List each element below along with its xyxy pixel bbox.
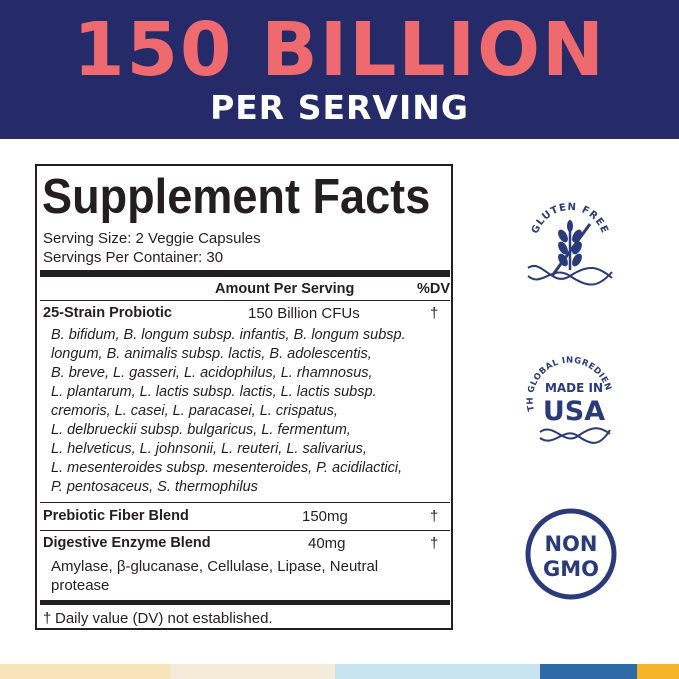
ingredient-amount: 40mg [308,535,346,552]
stripe [0,664,170,679]
stripe [170,664,335,679]
headline: 150 BILLION [73,7,606,93]
ingredient-dv: † [430,305,439,322]
strain-line: longum, B. animalis subsp. lactis, B. adolescentis, [51,346,372,362]
enzyme-line: protease [51,577,110,594]
strain-line: L. mesenteroides subsp. mesenteroides, P. acidilactici, [51,460,403,476]
made-in-usa-badge [522,350,618,446]
ingredient-name: 25-Strain Probiotic [43,305,172,321]
thick-divider [40,600,450,605]
strain-line: cremoris, L. casei, L. paracasei, L. crispatus, [51,403,338,419]
subheadline: PER SERVING [210,88,469,127]
ingredient-dv: † [430,508,439,525]
strain-line: P. pentosaceus, S. thermophilus [51,479,258,495]
non-text: NON [544,532,598,556]
wheat-crossed-icon [522,196,618,292]
header-banner [0,0,679,139]
usa-seal-icon [522,350,618,446]
supplement-facts-panel [35,164,453,630]
thick-divider [40,270,450,277]
ingredient-amount: 150mg [302,508,348,525]
divider [40,300,450,301]
stripe [637,664,679,679]
strain-line: B. breve, L. gasseri, L. acidophilus, L. rhamnosus, [51,365,373,381]
usa-text: USA [542,396,606,427]
enzyme-line: Amylase, β-glucanase, Cellulase, Lipase, Neutral [51,558,379,575]
usa-arc-text: TH GLOBAL INGREDIEN [525,355,614,413]
strain-line: L. helveticus, L. johnsonii, L. reuteri, L. salivarius, [51,441,367,457]
stripe [335,664,540,679]
servings-per-container: Servings Per Container: 30 [43,249,224,266]
bottom-color-stripes [0,664,679,679]
col-amount-header: Amount Per Serving [215,281,355,297]
footnote: Daily value (DV) not established. [55,610,273,627]
ingredient-name: Prebiotic Fiber Blend [43,508,189,524]
serving-size: Serving Size: 2 Veggie Capsules [43,230,261,247]
strain-line: L. plantarum, L. lactis subsp. lactis, L. lactis subsp. [51,384,377,400]
non-gmo-badge [525,508,617,600]
col-dv-header: %DV [417,281,451,297]
divider [40,530,450,531]
footnote-mark: † [43,610,52,627]
gmo-text: GMO [543,557,599,581]
divider [40,502,450,503]
strain-line: B. bifidum, B. longum subsp. infantis, B. longum subsp. [51,327,406,343]
ingredient-name: Digestive Enzyme Blend [43,535,211,551]
gluten-free-badge [522,196,618,292]
strain-line: L. delbrueckii subsp. bulgaricus, L. fermentum, [51,422,351,438]
ingredient-amount: 150 Billion CFUs [248,305,360,322]
non-gmo-seal-icon [525,508,617,600]
gluten-free-text: GLUTEN FREE [529,201,611,236]
stripe [540,664,637,679]
made-in-text: MADE IN [544,381,604,395]
ingredient-dv: † [430,535,439,552]
facts-title: Supplement Facts [42,170,431,224]
